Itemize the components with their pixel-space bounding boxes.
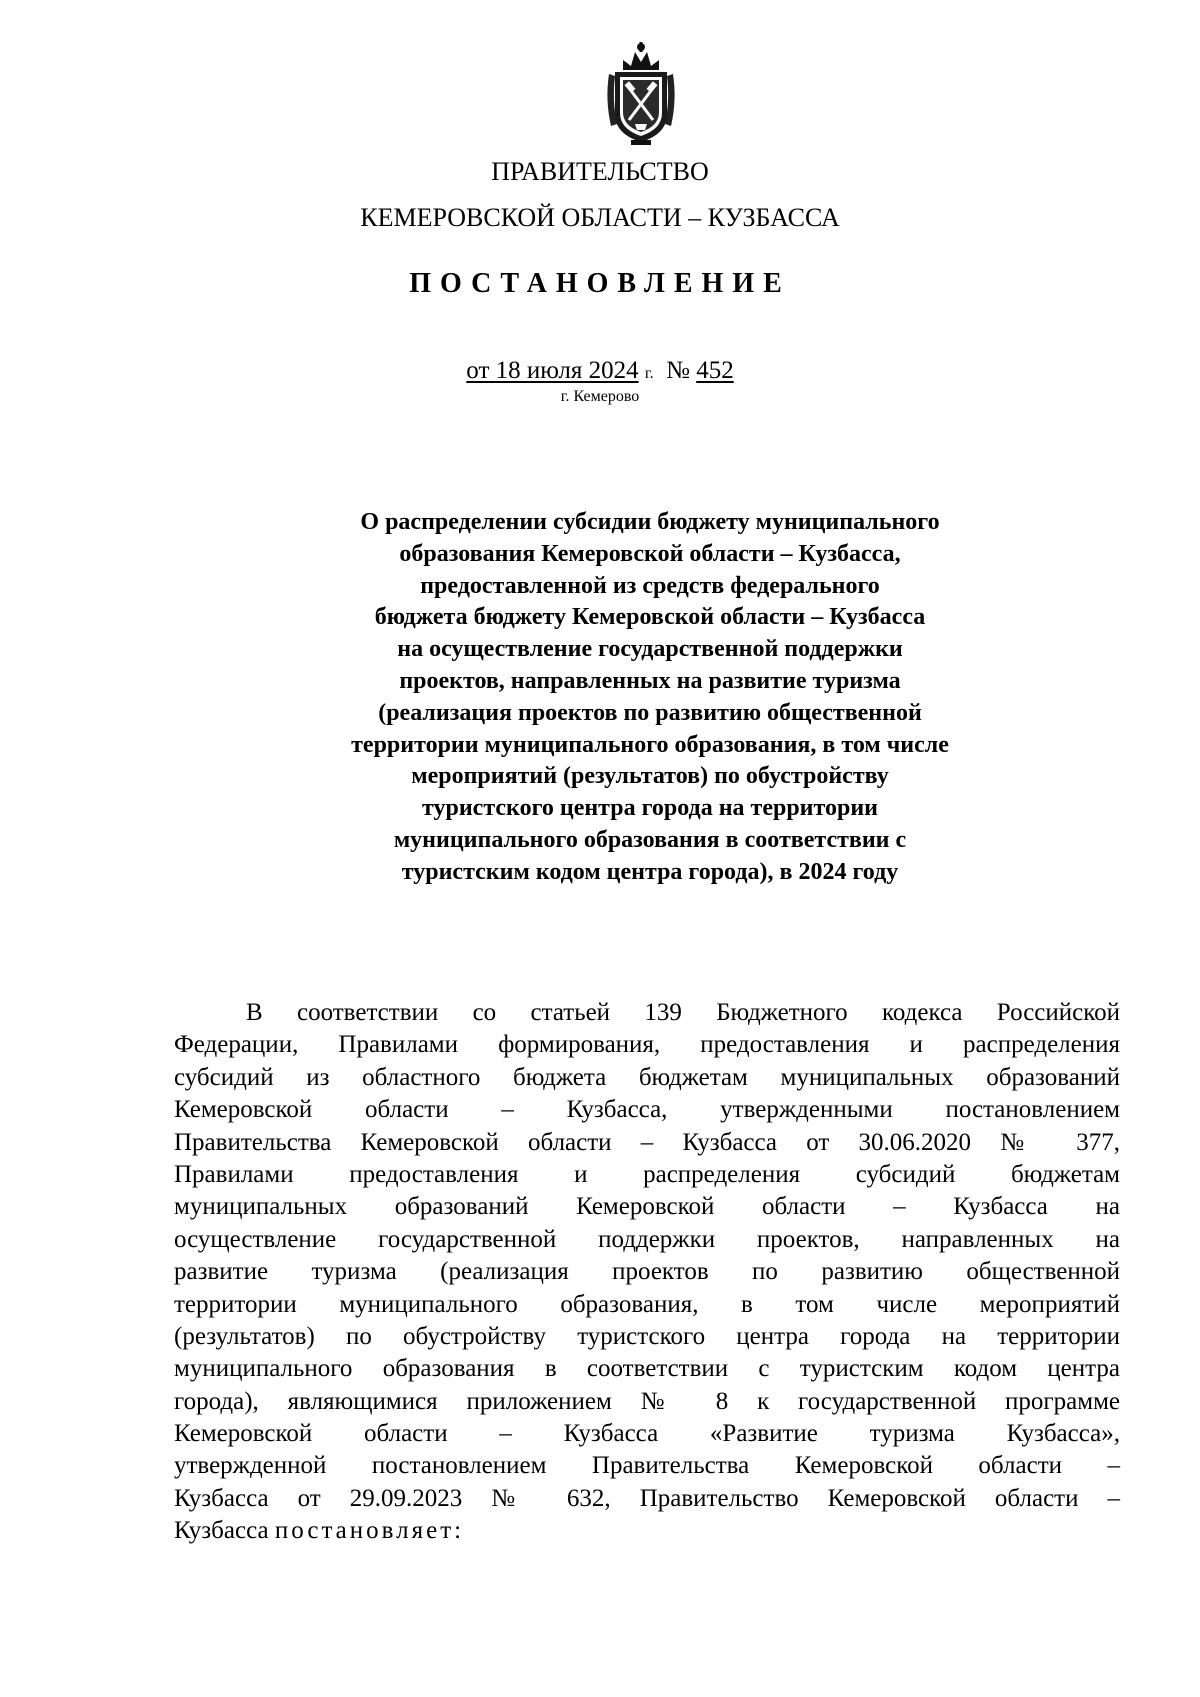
title-line: муниципального образования в соответствии с bbox=[393, 826, 907, 853]
title-line: бюджета бюджету Кемеровской области – Кузбасса bbox=[374, 604, 926, 631]
body-line: Кузбасса от 29.09.2023 № 632, Правительство Кемеровской области – bbox=[174, 1484, 1120, 1512]
title-line: предоставленной из средств федерального bbox=[420, 572, 880, 599]
coat-of-arms-emblem bbox=[601, 40, 681, 148]
title-line: О распределении субсидии бюджету муниципального bbox=[360, 509, 940, 535]
body-line: В соответствии со статьей 139 Бюджетного кодекса Российской bbox=[246, 999, 1120, 1026]
document-type-heading: ПОСТАНОВЛЕНИЕ bbox=[409, 268, 791, 299]
body-paragraph bbox=[174, 997, 1120, 1548]
title-line: туристским кодом центра города), в 2024 году bbox=[401, 858, 899, 885]
document-title bbox=[250, 507, 1050, 889]
body-line: Правительства Кемеровской области – Кузбасса от 30.06.2020 № 377, bbox=[174, 1128, 1120, 1156]
date-suffix: г. bbox=[644, 365, 654, 382]
title-line: на осуществление государственной поддержки bbox=[397, 636, 903, 663]
document-number: 452 bbox=[696, 357, 734, 384]
city-line: г. Кемерово bbox=[560, 388, 640, 405]
body-line: осуществление государственной поддержки проектов, направленных на bbox=[174, 1225, 1120, 1253]
body-line: утвержденной постановлением Правительства Кемеровской области – bbox=[174, 1452, 1120, 1480]
title-line: (реализация проектов по развитию общественной bbox=[378, 699, 922, 726]
body-line: развитие туризма (реализация проектов по развитию общественной bbox=[174, 1258, 1120, 1286]
body-line: муниципальных образований Кемеровской области – Кузбасса на bbox=[174, 1193, 1120, 1221]
body-final-line bbox=[174, 1515, 1120, 1547]
body-line: Кемеровской области – Кузбасса, утвержденными постановлением bbox=[174, 1096, 1120, 1124]
title-line: образования Кемеровской области – Кузбасса, bbox=[399, 540, 901, 567]
title-line: туристского центра города на территории bbox=[422, 795, 878, 822]
date-value: 18 июля 2024 bbox=[495, 357, 639, 384]
body-line: Федерации, Правилами формирования, предоставления и распределения bbox=[174, 1031, 1120, 1059]
org-name-line-2: КЕМЕРОВСКОЙ ОБЛАСТИ – КУЗБАССА bbox=[360, 203, 840, 232]
body-line: территории муниципального образования, в том числе мероприятий bbox=[174, 1290, 1120, 1318]
body-line: субсидий из областного бюджета бюджетам муниципальных образований bbox=[174, 1063, 1120, 1091]
resolves-word: постановляет: bbox=[274, 1517, 465, 1545]
body-line: Кемеровской области – Кузбасса «Развитие туризма Кузбасса», bbox=[174, 1420, 1120, 1448]
date-prefix: от bbox=[466, 357, 490, 384]
org-name-line-1: ПРАВИТЕЛЬСТВО bbox=[491, 157, 709, 186]
body-line: муниципального образования в соответствии с туристским кодом центра bbox=[174, 1355, 1120, 1383]
body-line: Правилами предоставления и распределения субсидий бюджетам bbox=[174, 1160, 1120, 1188]
title-line: территории муниципального образования, в том числе bbox=[351, 731, 949, 758]
number-sign: № bbox=[666, 357, 690, 384]
title-line: мероприятий (результатов) по обустройству bbox=[411, 763, 889, 790]
date-number-line bbox=[0, 356, 1200, 389]
body-line: (результатов) по обустройству туристского центра города на территории bbox=[174, 1322, 1120, 1350]
body-final-prefix: Кузбасса bbox=[174, 1517, 269, 1545]
body-line: города), являющимися приложением № 8 к государственной программе bbox=[174, 1387, 1120, 1415]
title-line: проектов, направленных на развитие туризма bbox=[399, 667, 901, 694]
